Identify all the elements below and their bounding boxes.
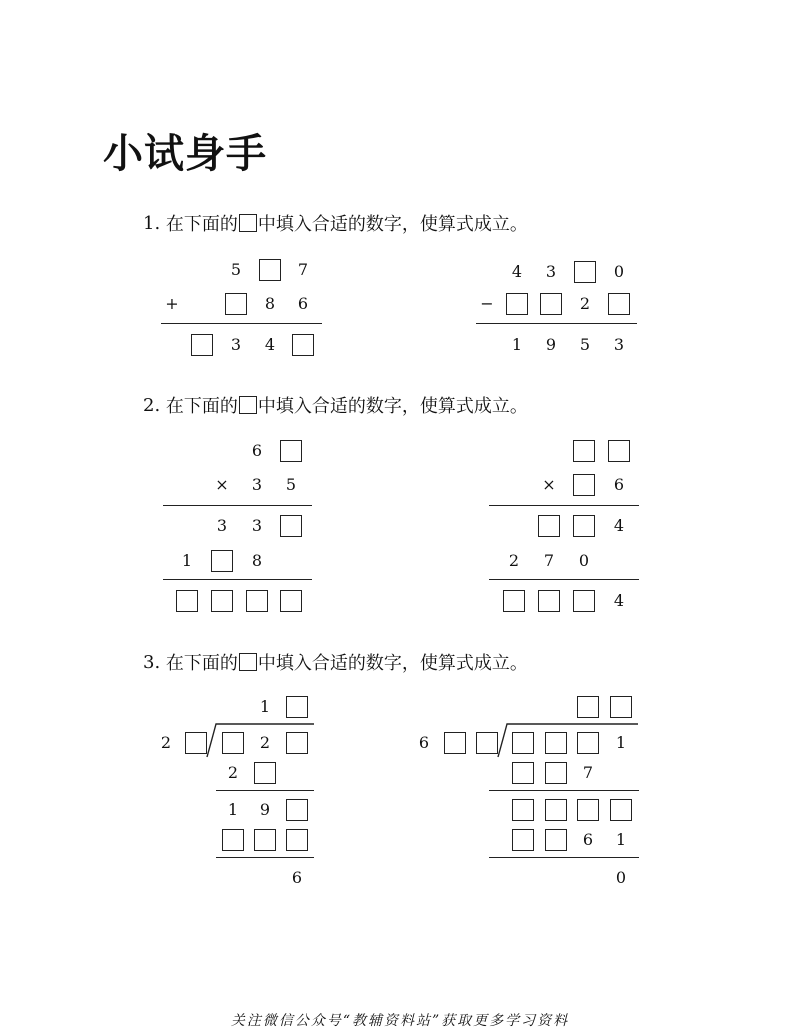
digit: 3 [216,516,228,535]
blank-box[interactable] [545,829,567,851]
answer-box-icon [239,214,257,232]
digit: 1 [181,551,193,570]
digit: 9 [259,800,271,819]
digit: 6 [297,294,309,313]
blank-box[interactable] [573,440,595,462]
blank-box[interactable] [222,732,244,754]
digit: 2 [508,551,520,570]
times-sign: × [215,475,229,494]
question-text-pre: 在下面的 [165,214,238,235]
blank-box[interactable] [573,515,595,537]
digit: 3 [251,516,263,535]
divider-line [489,790,639,791]
digit: 6 [251,441,263,460]
digit: 9 [545,335,557,354]
divider-line [163,505,312,506]
blank-box[interactable] [254,762,276,784]
digit: 4 [511,262,523,281]
digit: 4 [613,516,625,535]
digit: 7 [582,763,594,782]
digit: 5 [579,335,591,354]
divider-line [216,857,314,858]
divider-line [489,505,639,506]
blank-box[interactable] [573,590,595,612]
digit: 3 [545,262,557,281]
question-text-pre: 在下面的 [165,653,238,674]
blank-box[interactable] [545,762,567,784]
blank-box[interactable] [540,293,562,315]
blank-box[interactable] [176,590,198,612]
question-2 [143,392,528,418]
digit: 0 [613,262,625,281]
blank-box[interactable] [512,762,534,784]
digit: 8 [251,551,263,570]
blank-box[interactable] [503,590,525,612]
digit: 1 [615,830,627,849]
digit: 5 [230,260,242,279]
digit: 1 [615,733,627,752]
answer-box-icon [239,396,257,414]
blank-box[interactable] [538,590,560,612]
blank-box[interactable] [577,696,599,718]
digit: 6 [291,868,303,887]
question-3 [143,649,528,675]
digit: 6 [418,733,430,752]
blank-box[interactable] [545,732,567,754]
digit: 1 [259,697,271,716]
page-title: 小试身手 [103,131,267,177]
blank-box[interactable] [280,515,302,537]
digit: 3 [230,335,242,354]
blank-box[interactable] [577,799,599,821]
divider-line [476,323,637,324]
blank-box[interactable] [191,334,213,356]
blank-box[interactable] [286,799,308,821]
question-text-post: 中填入合适的数字，使算式成立。 [257,653,528,674]
blank-box[interactable] [512,732,534,754]
divider-line [163,579,312,580]
blank-box[interactable] [476,732,498,754]
blank-box[interactable] [574,261,596,283]
blank-box[interactable] [222,829,244,851]
blank-box[interactable] [254,829,276,851]
digit: 6 [582,830,594,849]
digit: 4 [613,591,625,610]
answer-box-icon [239,653,257,671]
blank-box[interactable] [280,590,302,612]
digit: 2 [579,294,591,313]
blank-box[interactable] [292,334,314,356]
digit: 7 [543,551,555,570]
divider-line [489,857,639,858]
question-text-post: 中填入合适的数字，使算式成立。 [257,396,528,417]
digit: 4 [264,335,276,354]
digit: 2 [259,733,271,752]
divider-line [216,790,314,791]
blank-box[interactable] [280,440,302,462]
digit: 6 [613,475,625,494]
blank-box[interactable] [444,732,466,754]
divider-line [489,579,639,580]
digit: 0 [615,868,627,887]
blank-box[interactable] [225,293,247,315]
blank-box[interactable] [286,732,308,754]
blank-box[interactable] [512,799,534,821]
blank-box[interactable] [538,515,560,537]
digit: 5 [285,475,297,494]
blank-box[interactable] [608,440,630,462]
blank-box[interactable] [573,474,595,496]
digit: 2 [227,763,239,782]
blank-box[interactable] [211,550,233,572]
footer-note: 关注微信公众号“教辅资料站”获取更多学习资料 [230,1013,570,1029]
digit: 7 [297,260,309,279]
question-text-pre: 在下面的 [165,396,238,417]
minus-sign: − [480,294,494,313]
question-number: 2. [143,394,161,416]
digit: 3 [251,475,263,494]
digit: 2 [160,733,172,752]
divider-line [161,323,322,324]
blank-box[interactable] [185,732,207,754]
digit: 8 [264,294,276,313]
question-1 [143,210,528,236]
question-number: 3. [143,651,161,673]
blank-box[interactable] [506,293,528,315]
blank-box[interactable] [610,696,632,718]
digit: 1 [227,800,239,819]
digit: 0 [578,551,590,570]
plus-sign: + [165,294,179,313]
blank-box[interactable] [610,799,632,821]
blank-box[interactable] [577,732,599,754]
digit: 1 [511,335,523,354]
blank-box[interactable] [259,259,281,281]
blank-box[interactable] [545,799,567,821]
digit: 3 [613,335,625,354]
blank-box[interactable] [286,829,308,851]
blank-box[interactable] [512,829,534,851]
blank-box[interactable] [286,696,308,718]
times-sign: × [542,475,556,494]
blank-box[interactable] [608,293,630,315]
question-text-post: 中填入合适的数字，使算式成立。 [257,214,528,235]
question-number: 1. [143,212,161,234]
blank-box[interactable] [211,590,233,612]
blank-box[interactable] [246,590,268,612]
